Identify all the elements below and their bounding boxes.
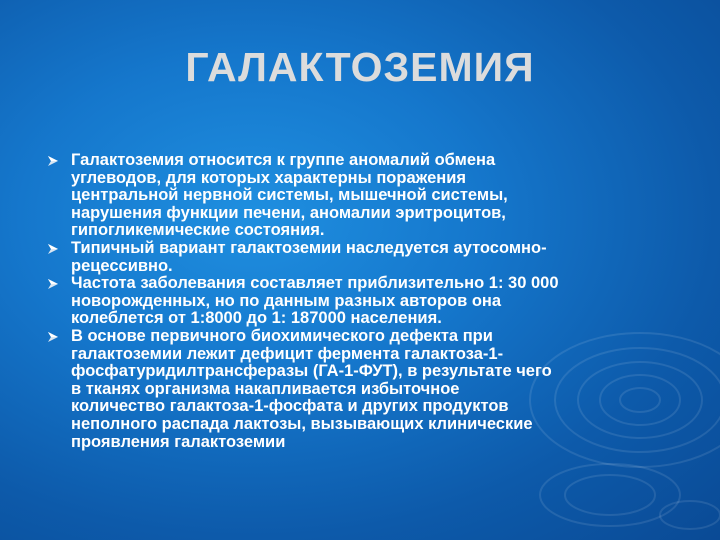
bullet-item xyxy=(47,328,687,451)
bullet-item xyxy=(47,152,687,240)
bullet-text-line: количество галактоза-1-фосфата и других продуктов xyxy=(71,397,509,416)
bullet-text-line: Типичный вариант галактоземии наследуется аутосомно- xyxy=(71,238,547,257)
bullet-text-line: углеводов, для которых характерны поражения xyxy=(71,168,467,187)
arrowhead-bullet-icon xyxy=(47,278,59,290)
bullet-text-line: в тканях организма накапливается избыточное xyxy=(71,379,460,398)
bullet-text-line: В основе первичного биохимического дефекта при xyxy=(71,326,493,345)
bullet-text-line: фосфатуридилтрансферазы (ГА-1-ФУТ), в результате чего xyxy=(71,362,552,381)
bullet-item xyxy=(47,275,687,328)
arrowhead-bullet-icon xyxy=(47,155,59,167)
bullet-text-line: рецессивно. xyxy=(71,256,173,275)
bullet-text-line: нарушения функции печени, аномалии эритроцитов, xyxy=(71,203,506,222)
arrowhead-bullet-icon xyxy=(47,331,59,343)
bullet-text-line: Галактоземия относится к группе аномалий обмена xyxy=(71,151,496,169)
bullet-text-line: Частота заболевания составляет приблизительно 1: 30 000 xyxy=(71,274,559,293)
bullet-text-line: проявления галактоземии xyxy=(71,432,286,451)
bullet-text-line: новорожденных, но по данным разных авторов она xyxy=(71,291,502,310)
arrowhead-bullet-icon xyxy=(47,243,59,255)
bullet-text-line: неполного распада лактозы, вызывающих клинические xyxy=(71,414,533,433)
bullet-text-line: гипогликемические состояния. xyxy=(71,221,325,240)
slide-title: ГАЛАКТОЗЕМИЯ xyxy=(185,44,535,90)
bullet-item xyxy=(47,240,687,275)
bullet-text-line: центральной нервной системы, мышечной системы, xyxy=(71,186,508,205)
bullet-text-line: галактоземии лежит дефицит фермента галактоза-1- xyxy=(71,344,504,363)
bullet-list xyxy=(47,152,687,451)
bullet-text-line: колеблется от 1:8000 до 1: 187000 населения. xyxy=(71,309,442,328)
